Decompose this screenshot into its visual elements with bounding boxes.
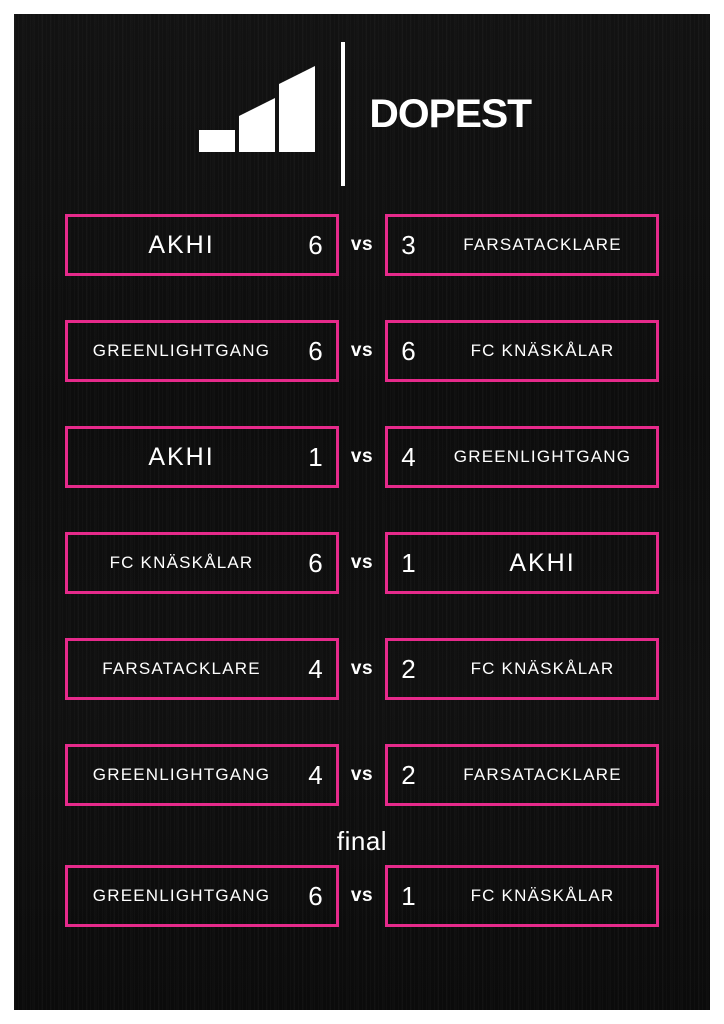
vertical-divider-icon bbox=[341, 42, 345, 186]
match-home-side bbox=[30, 532, 339, 594]
home-team-score: 6 bbox=[295, 214, 339, 276]
home-team-name: GREENLIGHTGANG bbox=[65, 744, 295, 806]
away-team-name: FARSATACKLARE bbox=[429, 744, 659, 806]
match-away-side bbox=[385, 865, 694, 927]
vs-label: vs bbox=[350, 885, 374, 906]
away-team-score: 1 bbox=[385, 532, 429, 594]
home-team-name: AKHI bbox=[65, 214, 295, 276]
poster-header bbox=[14, 14, 710, 214]
table-row bbox=[30, 532, 694, 594]
away-team-score: 3 bbox=[385, 214, 429, 276]
home-team-name: GREENLIGHTGANG bbox=[65, 865, 295, 927]
match-home-side bbox=[30, 426, 339, 488]
table-row bbox=[30, 320, 694, 382]
match-away-side bbox=[385, 426, 694, 488]
final-label: final bbox=[336, 826, 388, 856]
home-team-name: FC KNÄSKÅLAR bbox=[65, 532, 295, 594]
table-row bbox=[30, 865, 694, 927]
match-home-side bbox=[30, 638, 339, 700]
adidas-three-bars-icon bbox=[195, 64, 315, 164]
vs-label: vs bbox=[350, 340, 374, 361]
away-team-name: FARSATACKLARE bbox=[429, 214, 659, 276]
home-team-score: 6 bbox=[295, 320, 339, 382]
match-away-side bbox=[385, 214, 694, 276]
home-team-name: FARSATACKLARE bbox=[65, 638, 295, 700]
away-team-score: 2 bbox=[385, 744, 429, 806]
away-team-score: 6 bbox=[385, 320, 429, 382]
away-team-name: FC KNÄSKÅLAR bbox=[429, 638, 659, 700]
home-team-score: 4 bbox=[295, 744, 339, 806]
home-team-score: 6 bbox=[295, 865, 339, 927]
vs-label: vs bbox=[350, 552, 374, 573]
match-away-side bbox=[385, 532, 694, 594]
away-team-score: 2 bbox=[385, 638, 429, 700]
brand-name: DOPEST bbox=[369, 92, 531, 136]
match-away-side bbox=[385, 320, 694, 382]
match-home-side bbox=[30, 214, 339, 276]
home-team-score: 1 bbox=[295, 426, 339, 488]
home-team-score: 6 bbox=[295, 532, 339, 594]
match-away-side bbox=[385, 638, 694, 700]
away-team-name: GREENLIGHTGANG bbox=[429, 426, 659, 488]
scoreboard-panel bbox=[14, 14, 710, 1010]
away-team-name: FC KNÄSKÅLAR bbox=[429, 865, 659, 927]
match-home-side bbox=[30, 320, 339, 382]
vs-label: vs bbox=[350, 234, 374, 255]
match-home-side bbox=[30, 865, 339, 927]
away-team-score: 1 bbox=[385, 865, 429, 927]
match-home-side bbox=[30, 744, 339, 806]
match-away-side bbox=[385, 744, 694, 806]
table-row bbox=[30, 214, 694, 276]
brand-lockup bbox=[195, 42, 529, 186]
vs-label: vs bbox=[350, 658, 374, 679]
table-row bbox=[30, 426, 694, 488]
away-team-name: FC KNÄSKÅLAR bbox=[429, 320, 659, 382]
away-team-score: 4 bbox=[385, 426, 429, 488]
home-team-score: 4 bbox=[295, 638, 339, 700]
home-team-name: AKHI bbox=[65, 426, 295, 488]
vs-label: vs bbox=[350, 764, 374, 785]
vs-label: vs bbox=[350, 446, 374, 467]
home-team-name: GREENLIGHTGANG bbox=[65, 320, 295, 382]
table-row bbox=[30, 638, 694, 700]
away-team-name: AKHI bbox=[429, 532, 659, 594]
match-list bbox=[14, 214, 710, 927]
table-row bbox=[30, 744, 694, 806]
